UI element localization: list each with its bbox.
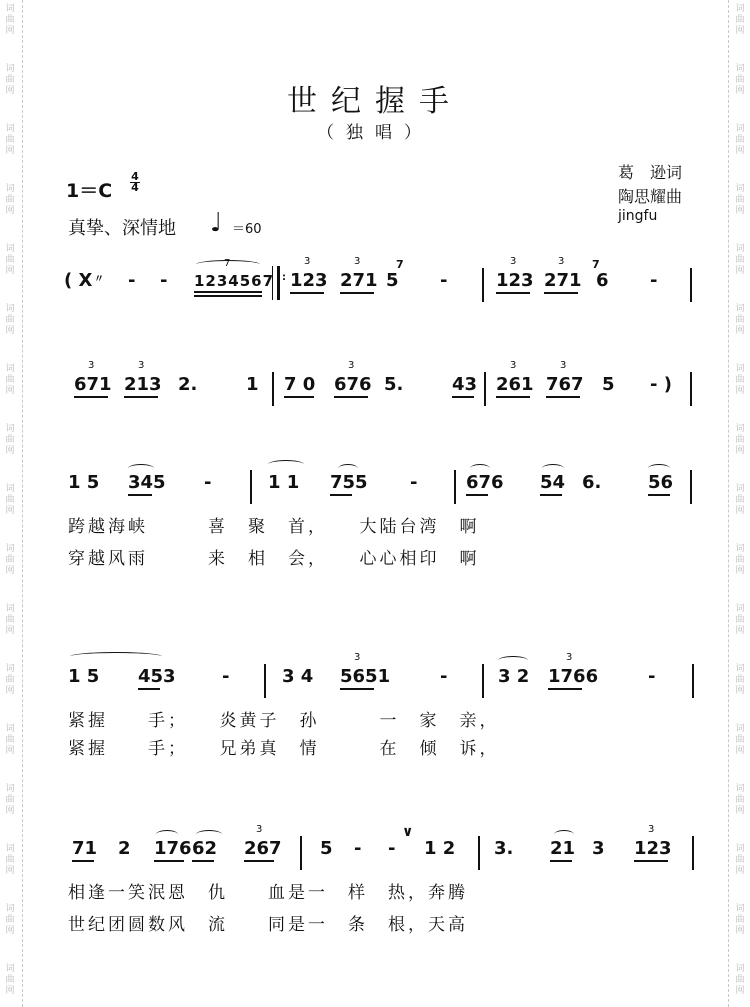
watermark-text: 词 曲 网 xyxy=(5,904,15,936)
watermark-text: 词 曲 网 xyxy=(5,484,15,516)
watermark-text: 词 曲 网 xyxy=(735,544,745,576)
watermark-text: 词 曲 网 xyxy=(5,544,15,576)
watermark-text: 词 曲 网 xyxy=(735,304,745,336)
lyric-line-3-verse-2: 穿越风雨 来 相 会， 心心相印 啊 xyxy=(68,549,480,569)
time-signature: 4 4 xyxy=(131,170,139,194)
watermark-text: 词 曲 网 xyxy=(735,4,745,36)
watermark-text: 词 曲 网 xyxy=(735,844,745,876)
watermark-text: 词 曲 网 xyxy=(735,724,745,756)
lyricist-credit: 葛 逊词 xyxy=(618,163,683,182)
watermark-text: 词 曲 网 xyxy=(735,364,745,396)
watermark-text: 词 曲 网 xyxy=(735,484,745,516)
lyric-line-4-verse-2: 紧握 手； 兄弟真 情 在 倾 诉， xyxy=(68,739,500,759)
watermark-text: 词 曲 网 xyxy=(735,424,745,456)
song-subtitle: （独唱） xyxy=(317,123,433,143)
watermark-text: 词 曲 网 xyxy=(5,844,15,876)
watermark-text: 词 曲 网 xyxy=(735,964,745,996)
watermark-text: 词 曲 网 xyxy=(5,184,15,216)
watermark-text: 词 曲 网 xyxy=(735,184,745,216)
watermark-text: 词 曲 网 xyxy=(5,964,15,996)
song-title: 世纪握手 xyxy=(287,84,463,119)
watermark-text: 词 曲 网 xyxy=(5,604,15,636)
lyric-line-5-verse-1: 相逢一笑泯恩 仇 血是一 样 热，奔腾 xyxy=(68,883,468,903)
watermark-text: 词 曲 网 xyxy=(5,724,15,756)
watermark-text: 词 曲 网 xyxy=(735,784,745,816)
lyric-line-4-verse-1: 紧握 手； 炎黄子 孙 一 家 亲， xyxy=(68,711,500,731)
right-page-edge xyxy=(728,0,730,1007)
watermark-text: 词 曲 网 xyxy=(5,784,15,816)
lyric-line-3-verse-1: 跨越海峡 喜 聚 首， 大陆台湾 啊 xyxy=(68,517,480,537)
left-page-edge xyxy=(22,0,24,1007)
watermark-text: 词 曲 网 xyxy=(735,64,745,96)
watermark-text: 词 曲 网 xyxy=(5,364,15,396)
watermark-text: 词 曲 网 xyxy=(735,244,745,276)
watermark-text: 词 曲 网 xyxy=(5,4,15,36)
watermark-text: 词 曲 网 xyxy=(5,124,15,156)
watermark-text: 词 曲 网 xyxy=(735,664,745,696)
watermark-text: 词 曲 网 xyxy=(735,604,745,636)
quarter-note-icon: ♩ xyxy=(210,208,223,238)
watermark-text: 词 曲 网 xyxy=(5,664,15,696)
tempo-marking: 真挚、深情地 xyxy=(68,218,176,239)
watermark-text: 词 曲 网 xyxy=(735,904,745,936)
watermark-text: 词 曲 网 xyxy=(5,244,15,276)
watermark-text: 词 曲 网 xyxy=(5,424,15,456)
composer-credit: 陶思耀曲 xyxy=(618,187,683,206)
metronome-value: ＝60 xyxy=(232,222,262,237)
watermark-text: 词 曲 网 xyxy=(5,304,15,336)
lyric-line-5-verse-2: 世纪团圆数风 流 同是一 条 根，天高 xyxy=(68,915,468,935)
transcriber-credit: jingfu xyxy=(618,208,658,224)
watermark-text: 词 曲 网 xyxy=(735,124,745,156)
key-signature: 1＝C xyxy=(66,180,113,202)
watermark-text: 词 曲 网 xyxy=(5,64,15,96)
